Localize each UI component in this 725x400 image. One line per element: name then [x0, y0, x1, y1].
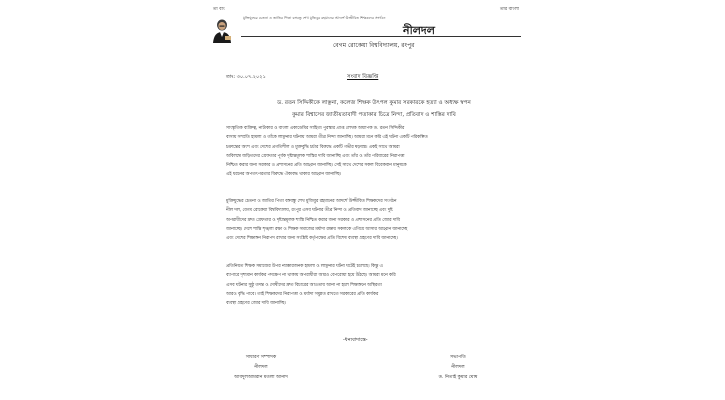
closing-salutation: -ধন্যবাদান্তে- — [343, 337, 368, 343]
paragraph-line: সাংস্কৃতিক ব্যক্তিত্ব, নাট্যকার ও বাংলা একাডেমির সাহিত্য পুরস্কার প্রাপ্ত লেখক অধ্যাপক ড. রতন সিদ্দিকীর — [226, 126, 405, 131]
document-type-title: সংবাদ বিজ্ঞপ্তি — [347, 74, 379, 80]
paragraph-line: চক্রান্তের অংশ এবং দেশের প্রগতিশীল ও মুক্তবুদ্ধি চর্চার বিরুদ্ধে একটি গভীর ষড়যন্ত্র। একই সাথে আমরা — [226, 144, 400, 150]
paragraph-line: এসব ঘটনার সুষ্ঠু তদন্ত ও দোষীদের দ্রুত বিচারের আওতায় আনা না হলে শিক্ষাঙ্গনে অস্থিরতা — [226, 282, 382, 288]
paragraph-line: আরও বৃদ্ধি পাবে। তাই শিক্ষকদের নিরাপত্তা ও মর্যাদা সমুন্নত রাখতে সরকারের প্রতি কার্যকর — [226, 291, 379, 297]
paragraph-line: নিশ্চিত করার জন্য সরকার ও প্রশাসনের প্রতি আহ্বান জানাচ্ছি। সেই সাথে দেশের সকল বিবেকবান মানুষকে — [226, 163, 407, 169]
body-paragraph-1 — [226, 124, 502, 180]
signature-name: আবদুলআমরান মতলা আনাদ — [234, 375, 288, 380]
paragraph-line: ব্যাপারে দৃশ্যমান কার্যকর পদক্ষেপ না থাকায় অপরাধীরা আরও বেপরোয়া হয়ে উঠছে। আমরা মনে করি — [226, 273, 396, 279]
press-release-page — [193, 0, 533, 400]
paragraph-line: এবং দেশের শিক্ষাঙ্গন নিরাপদ রাখার জন্য সংশ্লিষ্ট কর্তৃপক্ষের প্রতি বিশেষ ব্যবস্থা গ্রহণের দাবি জানাচ্ছে। — [226, 236, 398, 242]
paragraph-line: জানাচ্ছে। দেশে শান্তি শৃঙ্খলা রক্ষা ও শিক্ষক সমাজের মর্যাদা রক্ষায় সকলকে এগিয়ে আসার আহ্বান জানাচ্ছে — [226, 226, 408, 232]
signature-title: সভাপতি — [450, 355, 466, 360]
signature-left — [221, 353, 301, 383]
paragraph-line: ব্যবস্থা গ্রহণের জোর দাবি জানাচ্ছি। — [226, 301, 286, 307]
signature-org: নীলদল — [451, 365, 465, 370]
body-paragraph-3 — [226, 262, 502, 308]
org-name: নীলদল — [403, 24, 435, 37]
header-top-left-text: তা বাং — [213, 7, 225, 12]
signature-org: নীলদল — [254, 365, 268, 370]
body-paragraph-2 — [226, 197, 502, 243]
paragraph-line: অপরাধীদের দ্রুত গ্রেফতার ও দৃষ্টান্তমূলক শাস্তি নিশ্চিত করার জন্য সরকার ও প্রশাসনের প্রতি জোর দাবি — [226, 217, 400, 223]
portrait-image — [211, 17, 233, 43]
signature-name: ড. নিতাই কুমার ঘোষ — [438, 375, 478, 380]
org-motto: মুক্তিযুদ্ধের চেতনা ও জাতির পিতা বঙ্গবন্ধু শেখ মুজিবুর রহমানের আদর্শে উজ্জীবিত শিক্ষকদের সংগঠন — [243, 16, 386, 20]
paragraph-line: মুক্তিযুদ্ধের চেতনা ও জাতির পিতা বঙ্গবন্ধু শেখ মুজিবুর রহমানের আদর্শে উজ্জীবিত শিক্ষকদের সংগঠন — [226, 199, 397, 204]
headline — [243, 97, 505, 121]
header-divider — [241, 36, 521, 37]
paragraph-line: বাসায় সম্প্রতি হামলা ও তাঁকে লাঞ্ছনার ঘটনায় আমরা তীব্র নিন্দা জানাচ্ছি। আমরা মনে করি এই ঘটনা একটি পরিকল্পিত — [226, 135, 428, 141]
headline-line: কুমার বিশ্বাসের জাতীয়তাবাদী পতাকার চিত্রে নিন্দা, প্রতিবাদ ও শাস্তির দাবি — [292, 112, 456, 118]
paragraph-line: অবিলম্বে জড়িতদের গ্রেফতার পূর্বক দৃষ্টান্তমূলক শাস্তির দাবি জানাচ্ছি এবং তাঁর ও তাঁর পরিবারের নিরাপত্তা — [226, 153, 405, 159]
paragraph-line: নীল দল, বেগম রোকেয়া বিশ্ববিদ্যালয়, রংপুর এসব ঘটনার তীব্র নিন্দা ও প্রতিবাদ জানাচ্ছে এবং দুষ্ট — [226, 208, 393, 214]
org-address: বেগম রোকেয়া বিশ্ববিদ্যালয়, রংপুর — [333, 42, 415, 49]
header-top-right-text: তার বাংলা — [500, 7, 519, 12]
headline-line: ড. রতন সিদ্দিকীকে লাঞ্ছনা, কলেজ শিক্ষক উৎপল কুমার সরকারকে হত্যা ও অধ্যক্ষ স্বপন — [277, 100, 471, 106]
paragraph-line: এই ধরনের অপতৎপরতার বিরুদ্ধে ঐক্যবদ্ধ থাকার আহ্বান জানাচ্ছি। — [226, 172, 342, 178]
signature-right — [413, 353, 503, 383]
paragraph-line: প্রতিনিয়ত শিক্ষক সমাজের উপর ন্যাক্কারজনক হামলা ও লাঞ্ছনার ঘটনা ঘটেই চলেছে। কিন্তু এ — [226, 264, 383, 269]
date-line: তাং: ৩০.০৭.২০২১ — [226, 74, 266, 80]
signature-title: সাধারণ সম্পাদক — [245, 355, 277, 360]
